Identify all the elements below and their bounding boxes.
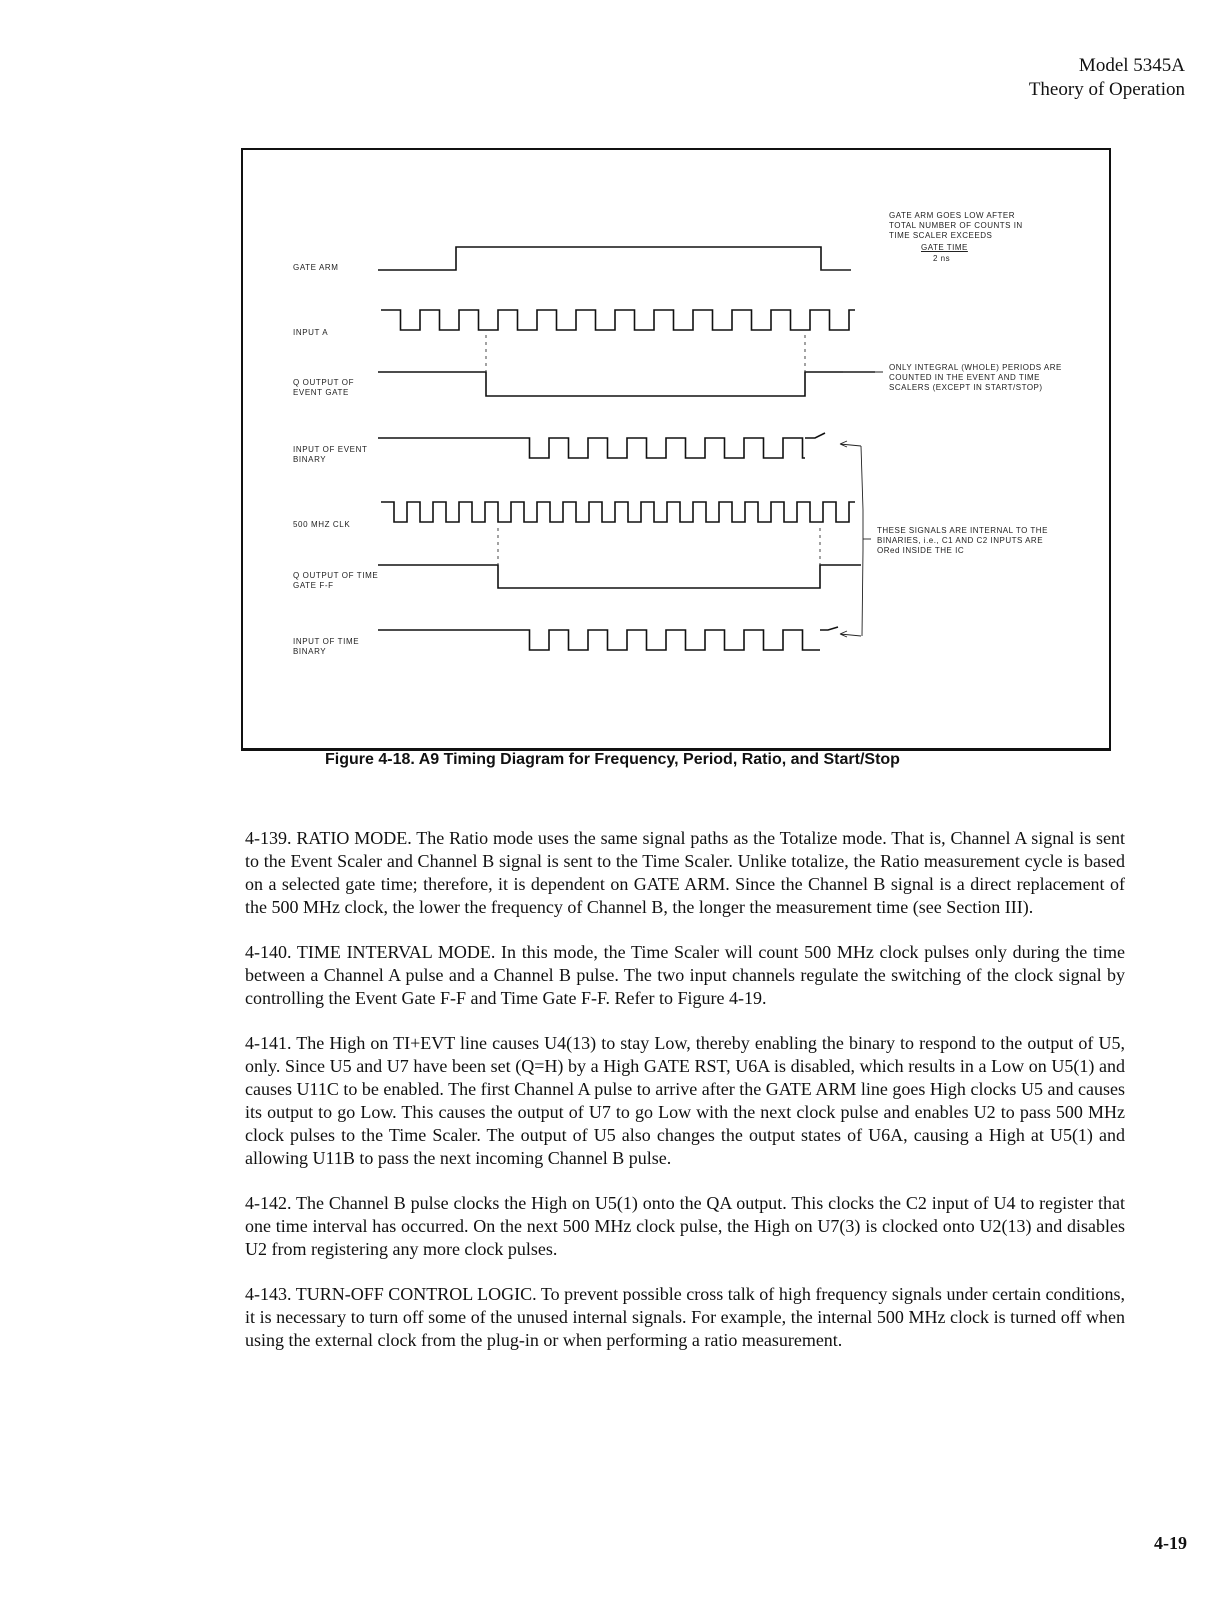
wave-500mhz-clk (381, 502, 855, 522)
paragraph-4-142: 4-142. The Channel B pulse clocks the High on U5(1) onto the QA output. This clocks the C2 input of U4 to register that one time interval has occurred. On the next 500 MHz clock pulse, the High on U7(3) is clocked onto U2(13) and disables U2 from registering any more clock pulses. (245, 1193, 1125, 1259)
page-header (1029, 54, 1185, 102)
wave-q-event-gate (378, 372, 875, 396)
wave-event-binary (378, 438, 805, 458)
label-time-binary: INPUT OF TIME BINARY (293, 637, 360, 656)
timing-diagram-figure (241, 148, 1111, 751)
paragraph-4-139: 4-139. RATIO MODE. The Ratio mode uses the same signal paths as the Totalize mode. That is, Channel A signal is sent to the Event Scaler and Channel B signal is sent to the Time Scaler. Unlike totalize, the Ratio measurement cycle is based on a selected gate time; therefore, it is dependent on GATE ARM. Since the Channel B signal is a direct replacement of the 500 MHz clock, the lower the frequency of Channel B, the longer the measurement time (see Section III). (245, 828, 1125, 917)
page-number: 4-19 (1154, 1533, 1187, 1553)
label-q-time-gate: Q OUTPUT OF TIME GATE F-F (293, 571, 379, 590)
gate-time-label: GATE TIME (921, 243, 968, 252)
paragraph-4-141: 4-141. The High on TI+EVT line causes U4(13) to stay Low, thereby enabling the binary to respond to the output of U5, only. Since U5 and U7 have been set (Q=H) by a High GATE RST, U6A is disabled, which results in a Low on U5(1) and causes U11C to be enabled. The first Channel A pulse to arrive after the GATE ARM line goes High clocks U5 and causes its output to go Low. This causes the output of U7 to go Low with the next clock pulse and enables U2 to pass 500 MHz clock pulses to the Time Scaler. The output of U5 also changes the output states of U6A, causing a High at U5(1) and allowing U11B to pass the next incoming Channel B pulse. (245, 1033, 1125, 1168)
wave-q-time-gate (378, 565, 861, 588)
paragraph-4-140: 4-140. TIME INTERVAL MODE. In this mode, the Time Scaler will count 500 MHz clock pulses only during the time between a Channel A pulse and a Channel B pulse. The two input channels regulate the switching of the clock signal by controlling the Event Gate F-F and Time Gate F-F. Refer to Figure 4-19. (245, 942, 1125, 1008)
model-title: Model 5345A (1078, 55, 1185, 76)
label-event-binary: INPUT OF EVENT BINARY (293, 445, 368, 464)
gate-time-value: 2 ns (933, 254, 951, 263)
wave-input-a (381, 310, 855, 330)
event-arrow (840, 441, 861, 447)
label-500mhz-clk: 500 MHZ CLK (293, 520, 351, 529)
internal-signals-note: THESE SIGNALS ARE INTERNAL TO THE BINARIES, i.e., C1 AND C2 INPUTS ARE ORed INSIDE THE IC (877, 526, 1048, 555)
wave-time-binary-tail (820, 627, 838, 630)
label-input-a: INPUT A (293, 328, 329, 337)
time-arrow (840, 631, 861, 637)
body-text (245, 827, 1125, 1374)
label-gate-arm: GATE ARM (293, 263, 339, 272)
wave-gate-arm (378, 247, 851, 270)
label-q-event-gate: Q OUTPUT OF EVENT GATE (293, 378, 355, 397)
bracket-line (861, 446, 863, 636)
figure-caption: Figure 4-18. A9 Timing Diagram for Frequency, Period, Ratio, and Start/Stop (325, 751, 900, 768)
gate-arm-note: GATE ARM GOES LOW AFTER TOTAL NUMBER OF COUNTS IN TIME SCALER EXCEEDS (889, 211, 1023, 240)
wave-time-binary (378, 630, 820, 650)
integral-periods-note: ONLY INTEGRAL (WHOLE) PERIODS ARE COUNTED IN THE EVENT AND TIME SCALERS (EXCEPT IN START/STOP) (889, 363, 1062, 392)
paragraph-4-143: 4-143. TURN-OFF CONTROL LOGIC. To prevent possible cross talk of high frequency signals under certain conditions, it is necessary to turn off some of the unused internal signals. For example, the internal 500 MHz clock is turned off when using the external clock from the plug-in or when performing a ratio measurement. (245, 1284, 1125, 1350)
wave-event-binary-tail (805, 433, 825, 438)
section-title: Theory of Operation (1028, 79, 1185, 100)
